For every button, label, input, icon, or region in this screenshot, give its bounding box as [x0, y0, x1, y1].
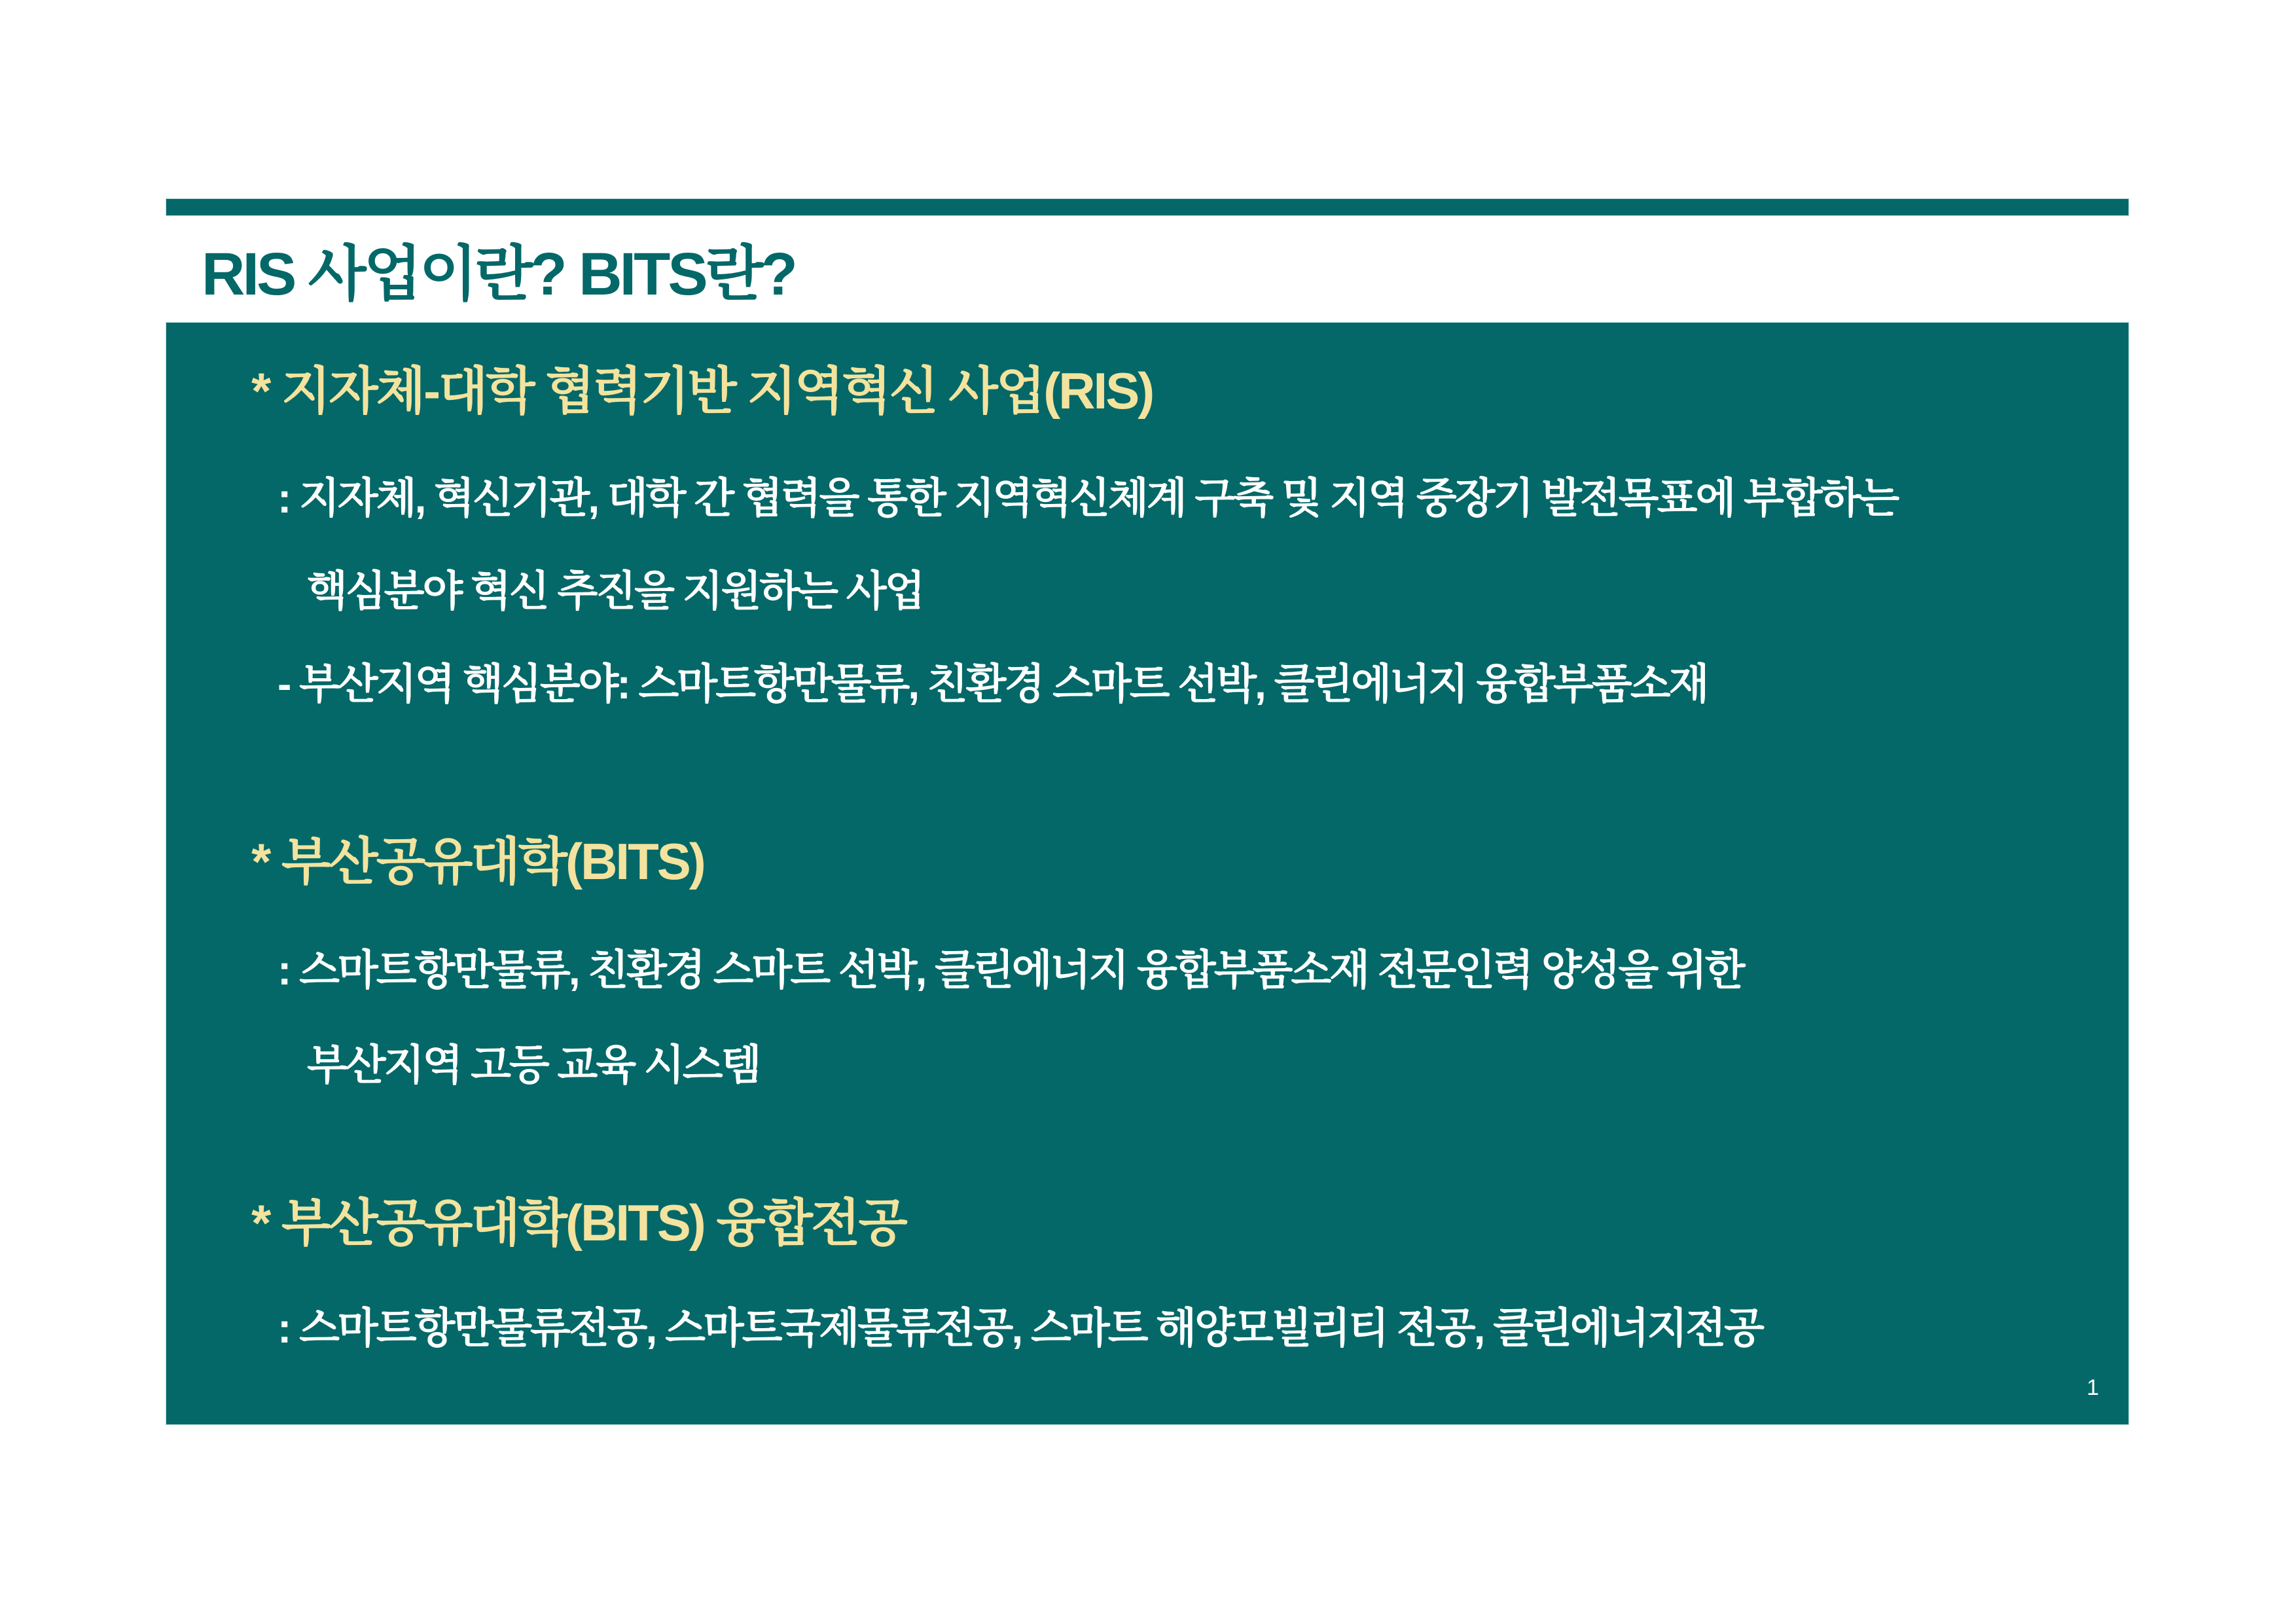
- body-line: 부산지역 고등 교육 시스템: [307, 1041, 760, 1089]
- page-number: 1: [2087, 1375, 2099, 1400]
- section-heading-bits-majors: * 부산공유대학(BITS) 융합전공: [251, 1194, 906, 1252]
- content-area: [166, 322, 2129, 1425]
- body-line: : 스마트항만물류, 친환경 스마트 선박, 클린에너지 융합부품소재 전문인력 양성을 위한: [278, 947, 1744, 994]
- top-accent-bar: [166, 198, 2129, 216]
- body-line: : 스마트항만물류전공, 스마트국제물류전공, 스마트 해양모빌리티 전공, 클린에너지전공: [278, 1305, 1763, 1352]
- title-band: [166, 216, 2129, 322]
- section-heading-ris: * 지자체-대학 협력기반 지역혁신 사업(RIS): [251, 362, 1153, 420]
- page-title: RIS 사업이란? BITS란?: [202, 241, 795, 308]
- section-heading-bits: * 부산공유대학(BITS): [251, 833, 704, 890]
- body-line: 핵심분야 혁신 추진을 지원하는 사업: [307, 568, 924, 615]
- slide: [166, 198, 2129, 1425]
- body-line: - 부산지역 핵심분야: 스마트항만물류, 친환경 스마트 선박, 클린에너지 융합부품소재: [278, 660, 1708, 708]
- body-line: : 지자체, 혁신기관, 대학 간 협력을 통한 지역혁신체계 구축 및 지역 중장기 발전목표에 부합하는: [278, 475, 1898, 522]
